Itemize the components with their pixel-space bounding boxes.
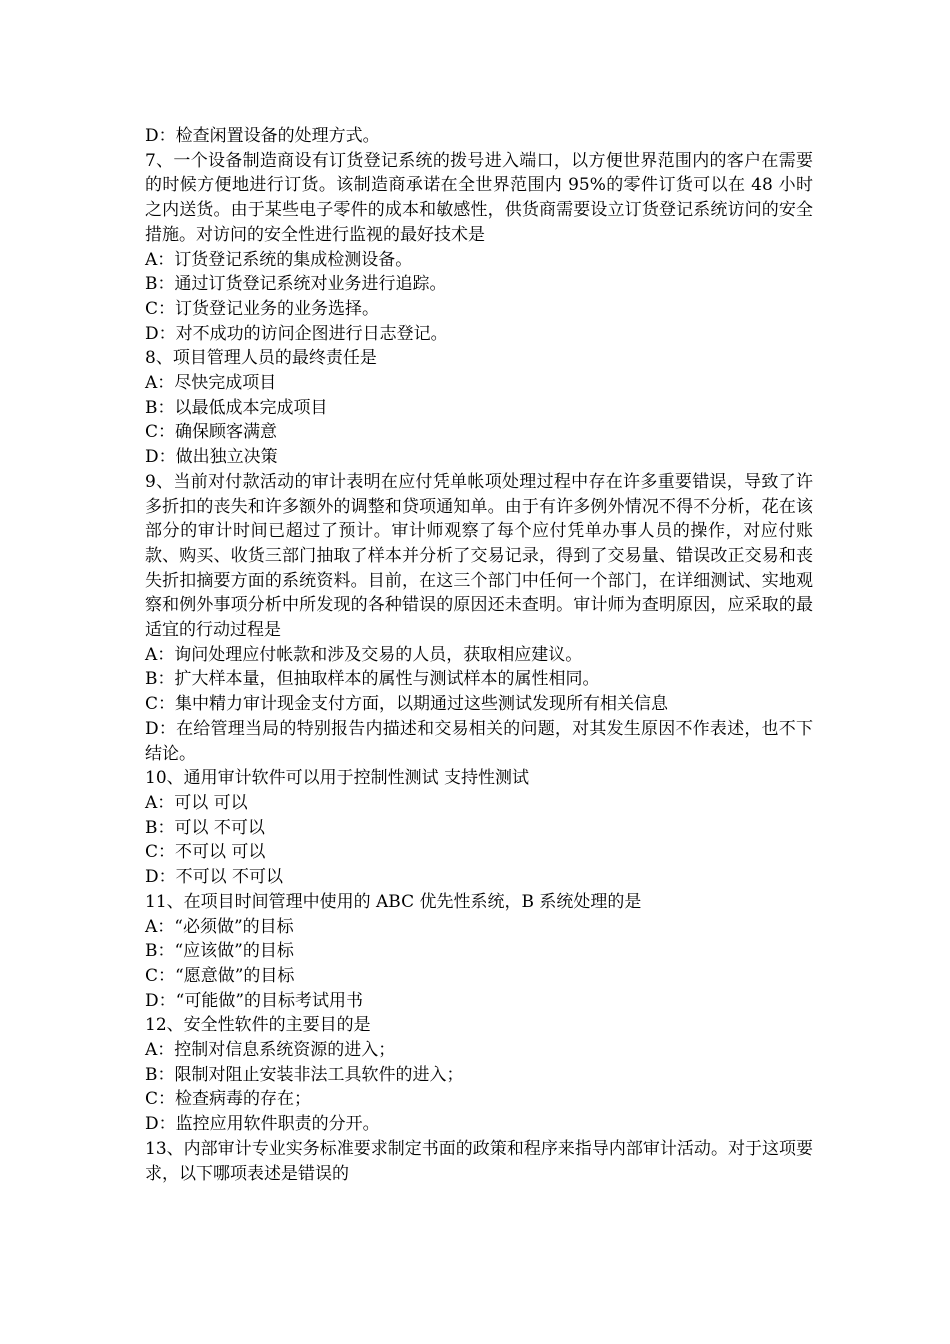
text-line: D：对不成功的访问企图进行日志登记。: [145, 323, 448, 344]
document-body: [145, 124, 813, 1186]
text-line: B：以最低成本完成项目: [145, 397, 328, 418]
question-paragraph: 13、内部审计专业实务标准要求制定书面的政策和程序来指导内部审计活动。对于这项要求，以下哪项表述是错误的: [145, 1138, 813, 1184]
text-line: C：“愿意做”的目标: [145, 965, 295, 986]
text-line: C：不可以 可以: [145, 842, 266, 863]
text-line: 8、项目管理人员的最终责任是: [145, 348, 377, 369]
text-line: B：可以 不可以: [145, 817, 265, 838]
text-line: A：询问处理应付帐款和涉及交易的人员，获取相应建议。: [145, 644, 583, 665]
text-line: C：检查病毒的存在；: [145, 1089, 312, 1110]
text-line: 10、通用审计软件可以用于控制性测试 支持性测试: [145, 768, 530, 789]
question-paragraph: D：在给管理当局的特别报告内描述和交易相关的问题，对其发生原因不作表述，也不下结论。: [145, 718, 813, 764]
text-line: A：尽快完成项目: [145, 373, 277, 394]
text-line: D：检查闲置设备的处理方式。: [145, 126, 380, 146]
text-line: B：限制对阻止安装非法工具软件的进入；: [145, 1064, 464, 1085]
text-line: C：集中精力审计现金支付方面，以期通过这些测试发现所有相关信息: [145, 694, 669, 715]
text-line: 11、在项目时间管理中使用的 ABC 优先性系统，B 系统处理的是: [145, 891, 642, 912]
text-line: D：“可能做”的目标考试用书: [145, 990, 364, 1011]
text-line: B：扩大样本量，但抽取样本的属性与测试样本的属性相同。: [145, 669, 600, 690]
text-line: C：订货登记业务的业务选择。: [145, 298, 380, 319]
text-line: 12、安全性软件的主要目的是: [145, 1015, 371, 1036]
text-line: D：不可以 不可以: [145, 867, 284, 888]
text-line: C：确保顾客满意: [145, 422, 278, 443]
text-line: D：监控应用软件职责的分开。: [145, 1114, 380, 1135]
question-paragraph: 7、一个设备制造商设有订货登记系统的拨号进入端口，以方便世界范围内的客户在需要的时候方便地进行订货。该制造商承诺在全世界范围内 95%的零件订货可以在 48 小时之内送货。由于某些电子零件的成本和敏感性，供货商需要设立订货登记系统访问的安全措施。对访问的安全性进行监视的最好技术是: [145, 150, 813, 245]
text-line: A：订货登记系统的集成检测设备。: [145, 249, 413, 270]
question-paragraph: 9、当前对付款活动的审计表明在应付凭单帐项处理过程中存在许多重要错误，导致了许多折扣的丧失和许多额外的调整和贷项通知单。由于有许多例外情况不得不分析，花在该部分的审计时间已超过了预计。审计师观察了每个应付凭单办事人员的操作，对应付账款、购买、收货三部门抽取了样本并分析了交易记录，得到了交易量、错误改正交易和丧失折扣摘要方面的系统资料。目前，在这三个部门中任何一个部门，在详细测试、实地观察和例外事项分析中所发现的各种错误的原因还未查明。审计师为查明原因，应采取的最适宜的行动过程是: [145, 471, 813, 641]
text-line: B：“应该做”的目标: [145, 941, 294, 962]
text-line: A：可以 可以: [145, 792, 248, 813]
text-line: B：通过订货登记系统对业务进行追踪。: [145, 274, 447, 295]
text-line: A：“必须做”的目标: [145, 916, 294, 937]
text-line: D：做出独立决策: [145, 447, 278, 468]
text-line: A：控制对信息系统资源的进入；: [145, 1040, 396, 1061]
